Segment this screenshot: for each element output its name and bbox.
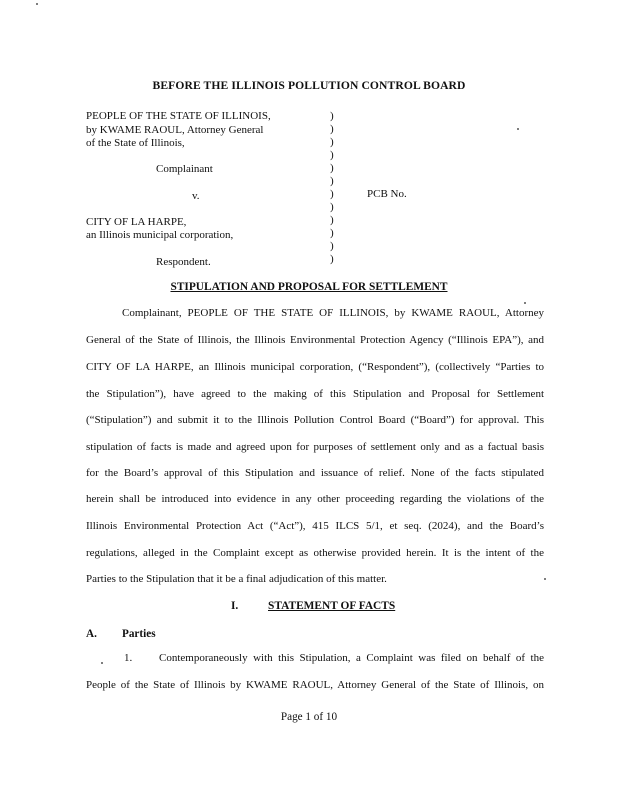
intro-line: Illinois Environmental Protection Act (“Act”), 415 ILCS 5/1, et seq. (2024), and the Board’s xyxy=(86,520,544,532)
paragraph-line: People of the State of Illinois by KWAME RAOUL, Attorney General of the State of Illinois, on xyxy=(86,679,544,691)
intro-line: Parties to the Stipulation that it be a final adjudication of this matter. xyxy=(86,573,387,585)
intro-line: CITY OF LA HARPE, an Illinois municipal corporation, (“Respondent”), (collectively “Parties to xyxy=(86,361,544,373)
section-number: I. xyxy=(231,600,239,612)
caption-paren: ) xyxy=(330,149,334,161)
respondent-description: an Illinois municipal corporation, xyxy=(86,229,234,241)
complainant-name: PEOPLE OF THE STATE OF ILLINOIS, xyxy=(86,110,271,122)
scan-speck xyxy=(101,662,103,664)
caption-paren: ) xyxy=(330,201,334,213)
complainant-label: Complainant xyxy=(156,163,213,175)
caption-paren: ) xyxy=(330,227,334,239)
caption-paren: ) xyxy=(330,123,334,135)
scan-speck xyxy=(544,578,546,580)
caption-paren: ) xyxy=(330,136,334,148)
respondent-name: CITY OF LA HARPE, xyxy=(86,216,187,228)
complainant-attorney: by KWAME RAOUL, Attorney General xyxy=(86,124,264,136)
subsection-letter: A. xyxy=(86,628,97,640)
intro-line: herein shall be introduced into evidence in any other proceeding regarding the violations of the xyxy=(86,493,544,505)
subsection-title: Parties xyxy=(122,628,156,640)
scan-speck xyxy=(36,3,38,5)
paragraph-number: 1. xyxy=(124,652,133,664)
pcb-number-label: PCB No. xyxy=(367,188,407,200)
board-title: BEFORE THE ILLINOIS POLLUTION CONTROL BOARD xyxy=(152,79,466,92)
intro-line: Complainant, PEOPLE OF THE STATE OF ILLINOIS, by KWAME RAOUL, Attorney xyxy=(122,307,544,319)
scan-speck xyxy=(517,128,519,130)
caption-paren: ) xyxy=(330,214,334,226)
intro-line: the Stipulation”), have agreed to the making of this Stipulation and Proposal for Settlement xyxy=(86,388,544,400)
caption-paren: ) xyxy=(330,188,334,200)
intro-line: for the Board’s approval of this Stipulation and issuance of relief. None of the facts stipulated xyxy=(86,467,544,479)
page-footer: Page 1 of 10 xyxy=(280,711,338,723)
intro-line: stipulation of facts is made and agreed upon for purposes of settlement only and as a factual basis xyxy=(86,441,544,453)
intro-line: General of the State of Illinois, the Illinois Environmental Protection Agency (“Illinois EPA”), and xyxy=(86,334,544,346)
complainant-state: of the State of Illinois, xyxy=(86,137,185,149)
caption-paren: ) xyxy=(330,253,334,265)
respondent-label: Respondent. xyxy=(156,256,211,268)
intro-line: (“Stipulation”) and submit it to the Illinois Pollution Control Board (“Board”) for approval. This xyxy=(86,414,544,426)
caption-paren: ) xyxy=(330,175,334,187)
scan-speck xyxy=(524,302,526,304)
caption-paren: ) xyxy=(330,240,334,252)
intro-line: regulations, alleged in the Complaint except as otherwise provided herein. It is the intent of the xyxy=(86,547,544,559)
caption-paren: ) xyxy=(330,162,334,174)
versus: v. xyxy=(192,190,200,202)
stipulation-title: STIPULATION AND PROPOSAL FOR SETTLEMENT xyxy=(170,281,448,293)
section-title: STATEMENT OF FACTS xyxy=(268,600,396,612)
paragraph-line: Contemporaneously with this Stipulation, a Complaint was filed on behalf of the xyxy=(159,652,544,664)
caption-paren: ) xyxy=(330,110,334,122)
